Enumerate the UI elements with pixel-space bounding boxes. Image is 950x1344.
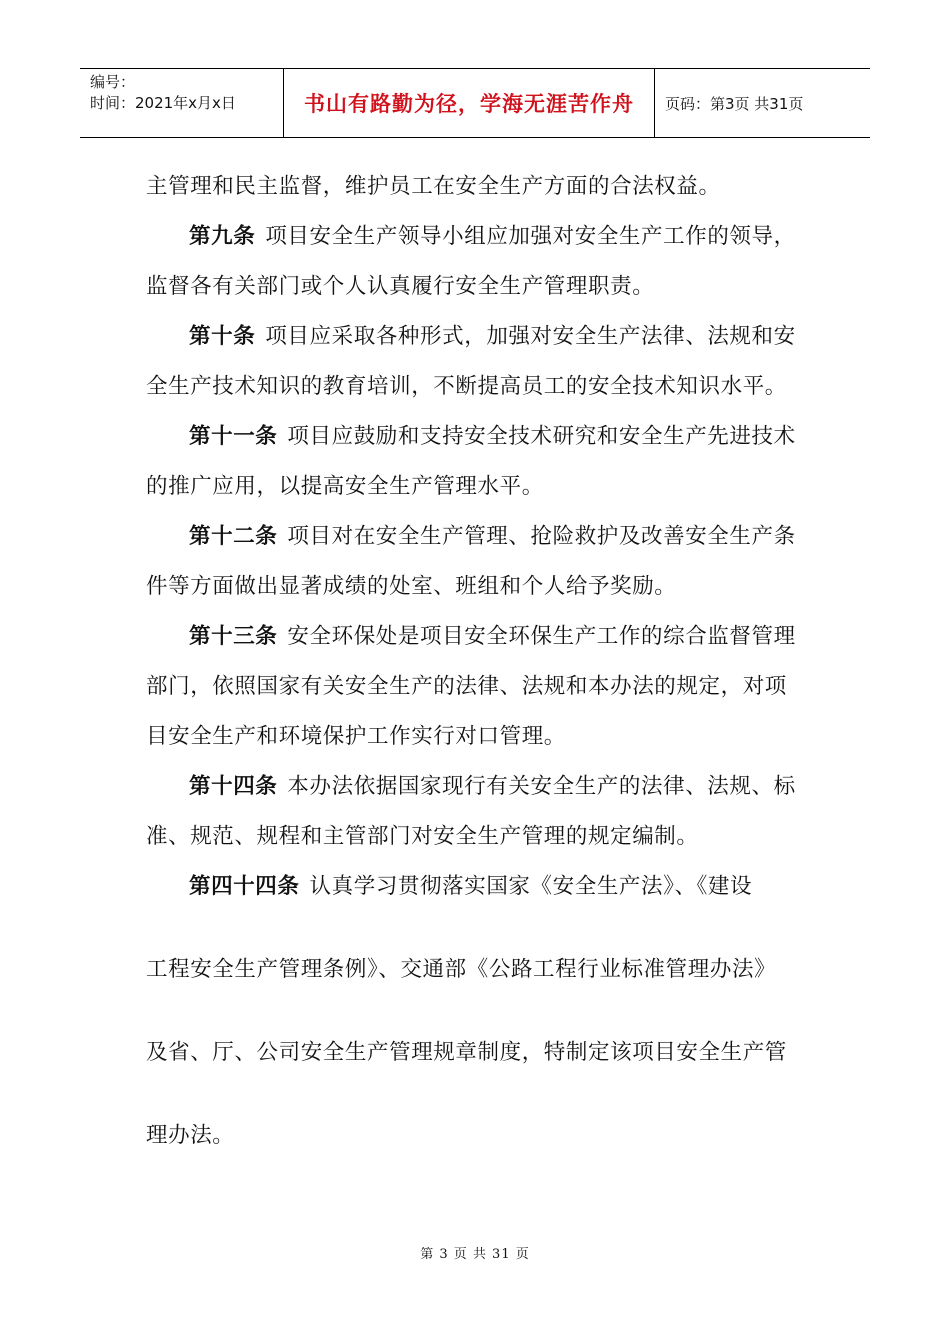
- article-44-line-1: [146, 862, 810, 945]
- article-44-title: 第四十四条: [189, 874, 300, 899]
- article-44-line-3: 及省、厅、公司安全生产管理规章制度，特制定该项目安全生产管: [146, 1040, 787, 1065]
- article-11-line-2: 的推广应用，以提高安全生产管理水平。: [146, 474, 544, 499]
- header-motto: 书山有路勤为径，学海无涯苦作舟: [283, 69, 655, 137]
- article-10-text: 项目应采取各种形式，加强对安全生产法律、法规和安: [265, 324, 796, 349]
- number-label: 编号：: [90, 73, 136, 91]
- article-44-text: 认真学习贯彻落实国家《安全生产法》、《建设: [309, 874, 753, 899]
- article-44-line-2: 工程安全生产管理条例》、交通部《公路工程行业标准管理办法》: [146, 957, 777, 982]
- article-12-line-2: 件等方面做出显著成绩的处室、班组和个人给予奖励。: [146, 574, 677, 599]
- article-14-text: 本办法依据国家现行有关安全生产的法律、法规、标: [287, 774, 796, 799]
- article-11-title: 第十一条: [189, 424, 278, 449]
- time-label: 时间：2021年x月x日: [90, 94, 236, 112]
- article-13-line-3: 目安全生产和环境保护工作实行对口管理。: [146, 724, 566, 749]
- header-meta: [80, 69, 283, 137]
- article-13-line-2: 部门，依照国家有关安全生产的法律、法规和本办法的规定，对项: [146, 674, 787, 699]
- article-9-line-1: [146, 212, 810, 262]
- article-44-line-4: 理办法。: [146, 1123, 235, 1148]
- article-10-title: 第十条: [189, 324, 256, 349]
- article-10-line-2: 全生产技术知识的教育培训，不断提高员工的安全技术知识水平。: [146, 374, 787, 399]
- page-header: [80, 68, 870, 138]
- article-14-title: 第十四条: [189, 774, 278, 799]
- header-page-info: 页码：第3页 共31页: [665, 94, 804, 113]
- article-12-line-1: [146, 512, 810, 562]
- article-13-line-1: [146, 612, 810, 662]
- page-footer: 第 3 页 共 31 页: [420, 1247, 530, 1262]
- article-14-line-2: 准、规范、规程和主管部门对安全生产管理的规定编制。: [146, 824, 699, 849]
- article-9-text: 项目安全生产领导小组应加强对安全生产工作的领导，: [265, 224, 796, 249]
- article-14-line-1: [146, 762, 810, 812]
- article-12-title: 第十二条: [189, 524, 278, 549]
- article-13-title: 第十三条: [189, 624, 278, 649]
- paragraph-continuation: 主管理和民主监督，维护员工在安全生产方面的合法权益。: [146, 174, 721, 199]
- article-11-text: 项目应鼓励和支持安全技术研究和安全生产先进技术: [287, 424, 796, 449]
- article-12-text: 项目对在安全生产管理、抢险救护及改善安全生产条: [287, 524, 796, 549]
- article-13-text: 安全环保处是项目安全环保生产工作的综合监督管理: [287, 624, 796, 649]
- article-9-line-2: 监督各有关部门或个人认真履行安全生产管理职责。: [146, 274, 655, 299]
- article-11-line-1: [146, 412, 810, 462]
- document-body: [146, 162, 810, 1194]
- article-10-line-1: [146, 312, 810, 362]
- article-9-title: 第九条: [189, 224, 256, 249]
